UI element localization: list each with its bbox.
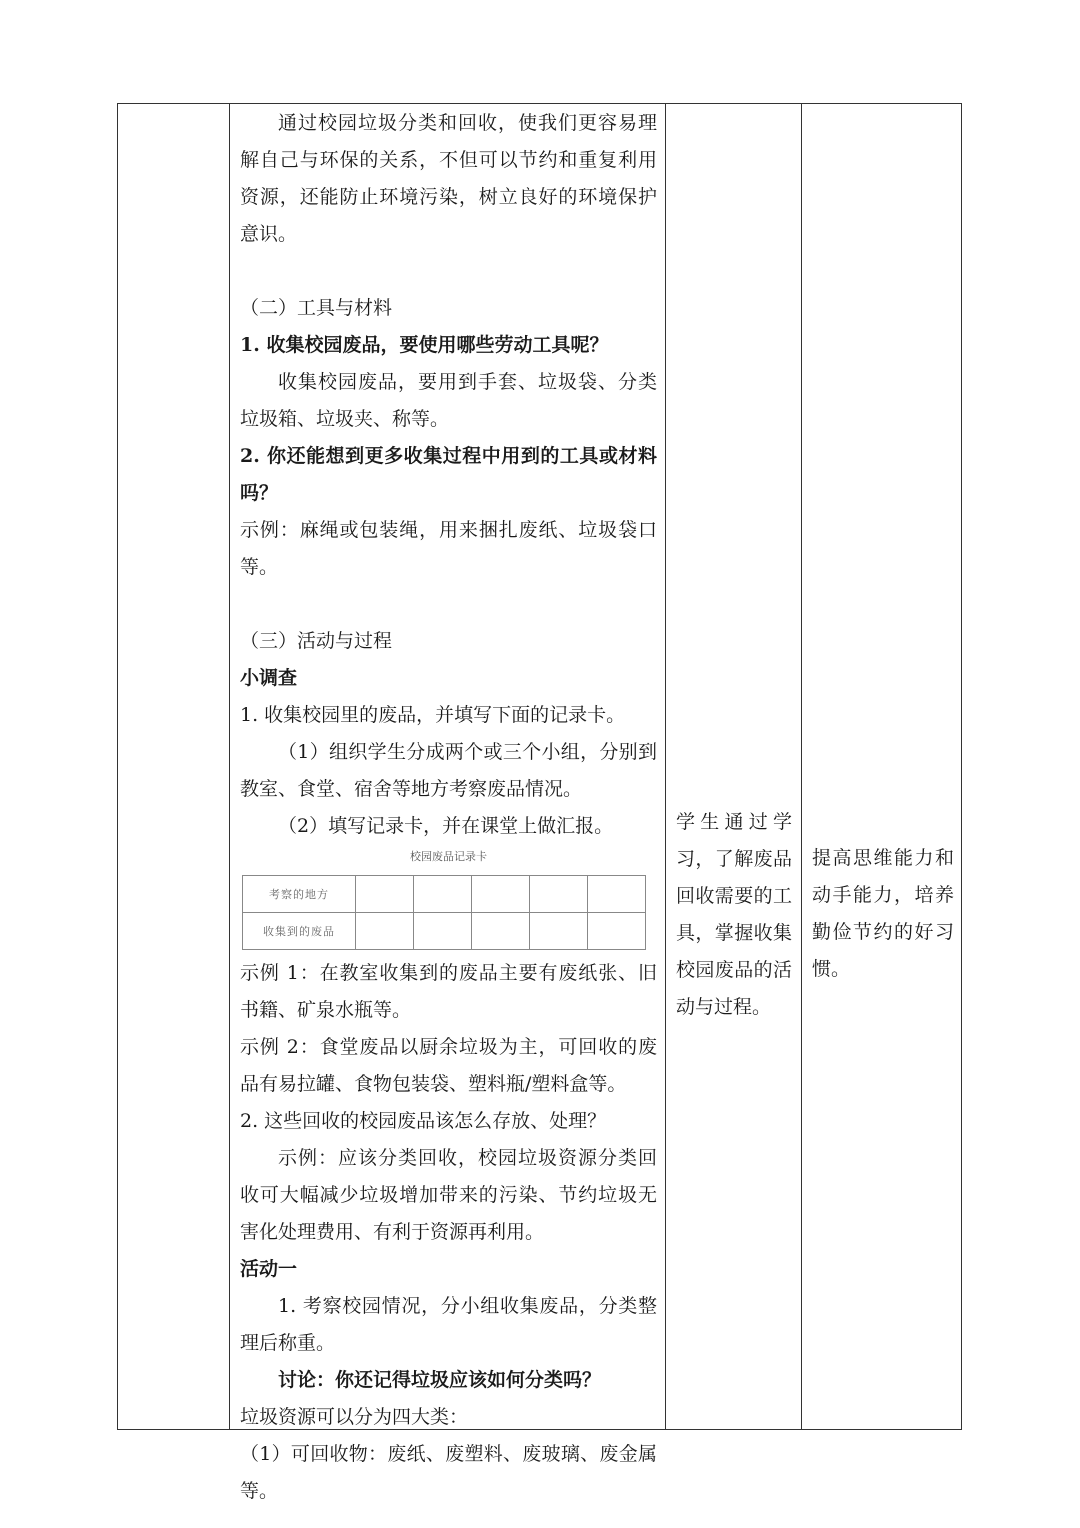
design-intent-cell [802, 104, 962, 1429]
example-1: 示例 1：在教室收集到的废品主要有废纸张、旧书籍、矿泉水瓶等。 [240, 962, 657, 1021]
record-card-title: 校园废品记录卡 [410, 850, 487, 863]
answer-2: 示例：麻绳或包装绳，用来捆扎废纸、垃圾袋口等。 [240, 519, 657, 578]
section-tools-title: （二）工具与材料 [240, 297, 393, 319]
record-row-place [243, 876, 646, 913]
survey-step-1-2: （2）填写记录卡，并在课堂上做汇报。 [278, 815, 614, 837]
activity-1-step: 1. 考察校园情况，分小组收集废品，分类整理后称重。 [240, 1295, 657, 1354]
question-2: 2. 你还能想到更多收集过程中用到的工具或材料吗？ [240, 445, 657, 504]
survey-step-1-1: （1）组织学生分成两个或三个小组，分别到教室、食堂、宿舍等地方考察废品情况。 [240, 741, 657, 800]
teaching-process-cell [230, 104, 666, 1502]
record-cell [414, 876, 472, 913]
record-cell [472, 876, 530, 913]
category-1: （1）可回收物：废纸、废塑料、废玻璃、废金属等。 [240, 1443, 657, 1502]
record-card-table [242, 875, 646, 950]
record-cell [356, 913, 414, 950]
categories-intro: 垃圾资源可以分为四大类： [240, 1406, 469, 1428]
record-label-waste: 收集到的废品 [243, 913, 356, 950]
activity-1-title: 活动一 [240, 1258, 298, 1280]
survey-step-2-answer: 示例：应该分类回收，校园垃圾资源分类回收可大幅减少垃圾增加带来的污染、节约垃圾无害化处理费用、有利于资源再利用。 [240, 1147, 657, 1243]
record-cell [588, 913, 646, 950]
record-cell [472, 913, 530, 950]
record-cell [530, 913, 588, 950]
student-activity-text: 学生通过学习，了解废品回收需要的工具，掌握收集校园废品的活动与过程。 [676, 811, 792, 1018]
section-activity-title: （三）活动与过程 [240, 630, 393, 652]
record-label-place: 考察的地方 [243, 876, 356, 913]
intro-paragraph: 通过校园垃圾分类和回收，使我们更容易理解自己与环保的关系，不但可以节约和重复利用资源，还能防止环境污染，树立良好的环境保护意识。 [240, 112, 657, 245]
survey-title: 小调查 [240, 667, 298, 689]
design-intent-text: 提高思维能力和动手能力，培养勤俭节约的好习惯。 [812, 847, 954, 980]
record-row-waste [243, 913, 646, 950]
lesson-table [117, 103, 962, 1502]
example-2: 示例 2：食堂废品以厨余垃圾为主，可回收的废品有易拉罐、食物包装袋、塑料瓶/塑料盒等。 [240, 1036, 657, 1095]
record-cell [356, 876, 414, 913]
answer-1: 收集校园废品，要用到手套、垃圾袋、分类垃圾箱、垃圾夹、称等。 [240, 371, 657, 430]
survey-step-1: 1. 收集校园里的废品，并填写下面的记录卡。 [240, 704, 626, 726]
survey-step-2: 2. 这些回收的校园废品该怎么存放、处理？ [240, 1110, 607, 1132]
record-cell [530, 876, 588, 913]
record-card [240, 849, 657, 955]
student-activity-cell [666, 104, 802, 1429]
record-cell [414, 913, 472, 950]
discussion-prompt: 讨论：你还记得垃圾应该如何分类吗？ [278, 1369, 602, 1391]
record-cell [588, 876, 646, 913]
question-1: 1. 收集校园废品，要使用哪些劳动工具呢？ [240, 334, 609, 356]
